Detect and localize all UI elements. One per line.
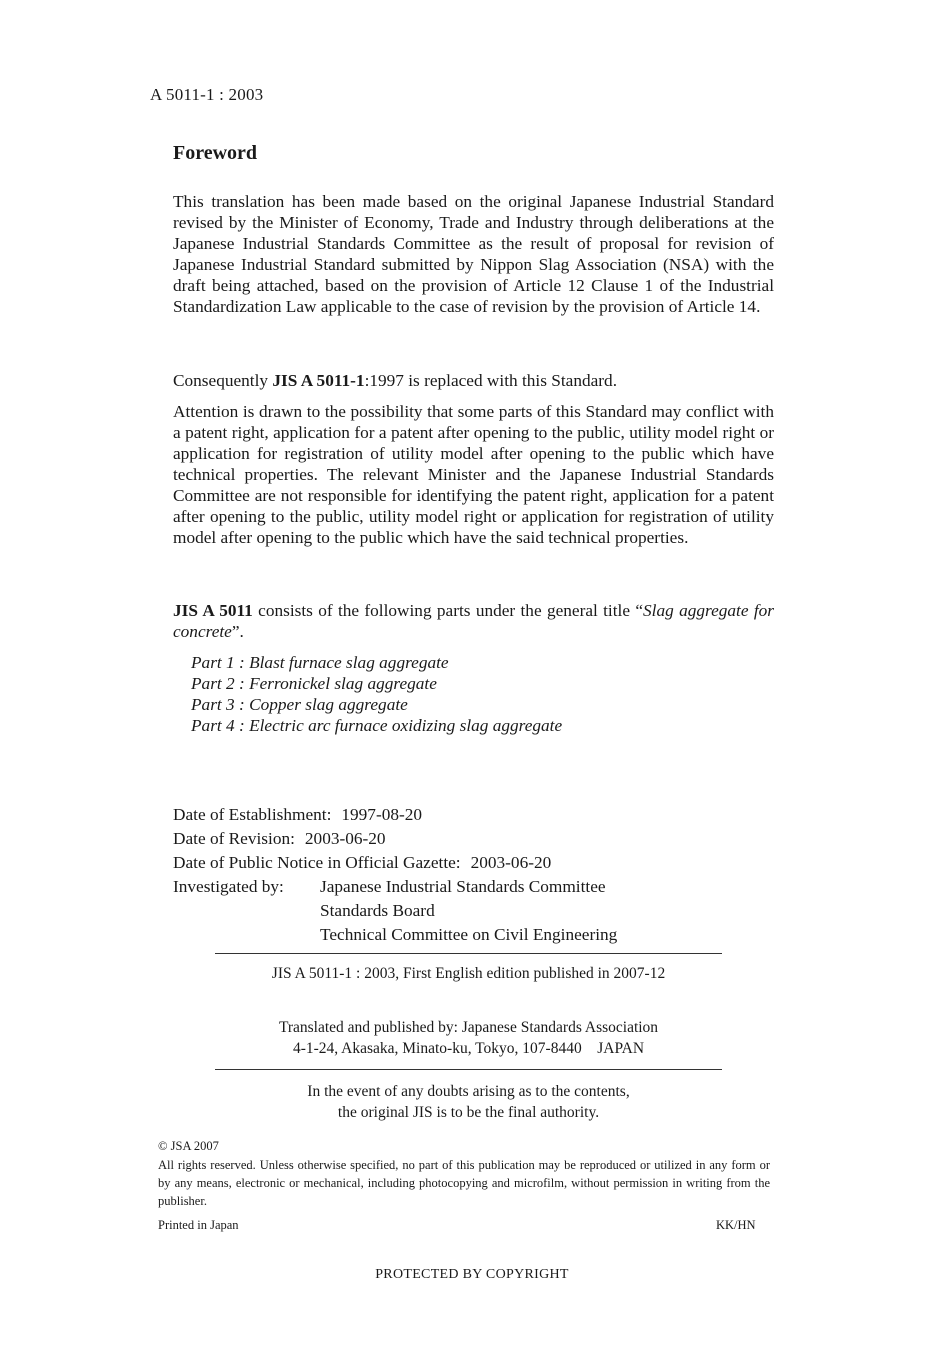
protected-by-copyright-footer: PROTECTED BY COPYRIGHT: [375, 1267, 569, 1282]
notice-value: 2003-06-20: [470, 853, 552, 872]
p4-general-title: Slag aggregate for concrete: [173, 601, 774, 641]
authority-line: In the event of any doubts arising as to the contents,: [307, 1083, 630, 1100]
parts-list: [191, 652, 562, 736]
copyright-line: © JSA 2007: [158, 1139, 219, 1153]
dates-block: [173, 803, 618, 944]
authority-line: the original JIS is to be the final authority.: [337, 1104, 600, 1121]
notice-row: [173, 851, 551, 875]
parts-list-item: Part 1 : Blast furnace slag aggregate: [191, 653, 449, 672]
revision-label: Date of Revision:: [173, 829, 295, 848]
establishment-label: Date of Establishment:: [173, 805, 332, 824]
p4-mid: consists of the following parts under the general title “: [252, 601, 644, 620]
foreword-paragraph-4: [173, 600, 774, 642]
investigated-line: Technical Committee on Civil Engineering: [320, 925, 618, 944]
rights-reserved-text: All rights reserved. Unless otherwise specified, no part of this publication may be reproduced or utilized in any form or by any means, electronic or mechanical, including photocopying and microfilm, without permission in writing from the publisher.: [158, 1158, 770, 1208]
authority-notice: [215, 1081, 722, 1123]
investigated-line: Standards Board: [320, 901, 435, 920]
foreword-title: Foreword: [173, 142, 258, 164]
publisher-line: Translated and published by: Japanese Standards Association: [278, 1019, 659, 1036]
investigated-row: [173, 875, 618, 944]
investigated-label: Investigated by:: [173, 877, 284, 896]
divider-top: [215, 953, 722, 954]
p2-post: :1997 is replaced with this Standard.: [364, 371, 618, 390]
parts-list-item: Part 3 : Copper slag aggregate: [191, 695, 408, 714]
foreword-paragraph-2: [173, 370, 774, 391]
parts-list-item: Part 4 : Electric arc furnace oxidizing slag aggregate: [191, 716, 563, 735]
notice-label: Date of Public Notice in Official Gazette:: [173, 853, 461, 872]
edition-line: JIS A 5011-1 : 2003, First English edition published in 2007-12: [271, 965, 666, 982]
p2-standard-ref: JIS A 5011-1: [272, 371, 365, 390]
investigated-line: Japanese Industrial Standards Committee: [320, 877, 606, 896]
establishment-value: 1997-08-20: [341, 805, 423, 824]
publisher-address: 4-1-24, Akasaka, Minato-ku, Tokyo, 107-8440 JAPAN: [292, 1040, 645, 1057]
revision-row: [173, 827, 551, 851]
investigated-list: [320, 875, 617, 947]
document-header-id: A 5011-1 : 2003: [150, 85, 264, 104]
foreword-paragraph-3: Attention is drawn to the possibility that some parts of this Standard may conflict with a patent right, application for a patent after opening to the public, utility model right or application for registration of utility model after opening to the public which have technical properties. The relevant Minister and the Japanese Industrial Standards Committee are not responsible for identifying the patent right, application for a patent after opening to the public, utility model right or application for registration of utility model after opening to the public which have the said technical properties.: [173, 402, 774, 547]
parts-list-item: Part 2 : Ferronickel slag aggregate: [191, 674, 437, 693]
establishment-row: [173, 803, 551, 827]
p4-end: ”.: [231, 622, 244, 641]
p2-pre: Consequently: [173, 371, 273, 390]
printed-in-label: Printed in Japan: [158, 1218, 239, 1232]
p4-standard-ref: JIS A 5011: [173, 601, 253, 620]
divider-bottom: [215, 1069, 722, 1070]
publisher-block: [215, 1017, 722, 1059]
printer-code: KK/HN: [716, 1218, 756, 1232]
revision-value: 2003-06-20: [304, 829, 386, 848]
foreword-paragraph-1: This translation has been made based on the original Japanese Industrial Standard revised by the Minister of Economy, Trade and Industry through deliberations at the Japanese Industrial Standards Committee as the result of proposal for revision of Japanese Industrial Standard submitted by Nippon Slag Association (NSA) with the draft being attached, based on the provision of Article 12 Clause 1 of the Industrial Standardization Law applicable to the case of revision by the provision of Article 14.: [173, 192, 774, 316]
